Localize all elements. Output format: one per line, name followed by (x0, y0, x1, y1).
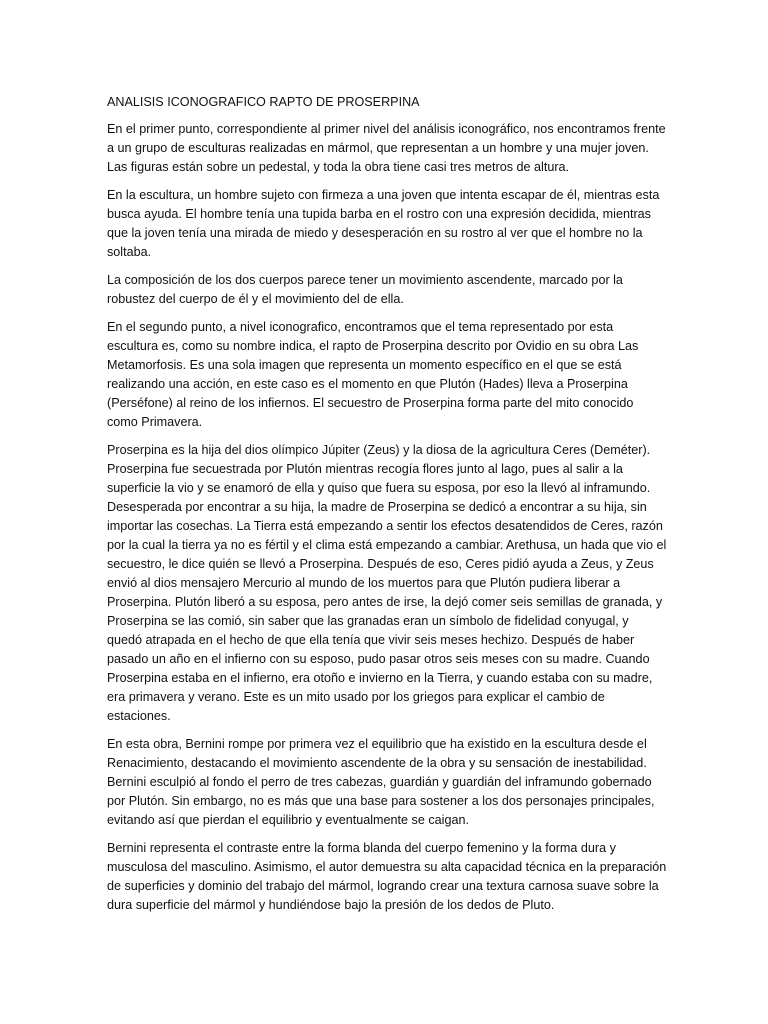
document-title: ANALISIS ICONOGRAFICO RAPTO DE PROSERPINA (107, 95, 420, 109)
paragraph-2: En la escultura, un hombre sujeto con firmeza a una joven que intenta escapar de él, mientras esta busca ayuda. El hombre tenía una tupida barba en el rostro con una expresión decidida, mientras que la joven tenía una mirada de miedo y desesperación en su rostro al ver que el hombre no la soltaba. (107, 188, 660, 259)
paragraph-6: En esta obra, Bernini rompe por primera vez el equilibrio que ha existido en la escultura desde el Renacimiento, destacando el movimiento ascendente de la obra y su sensación de inestabilidad. Bernini esculpió al fondo el perro de tres cabezas, guardián y guardián del inframundo gobernado por Plutón. Sin embargo, no es más que una base para sostener a los dos personajes principales, evitando así que pierdan el equilibrio y eventualmente se caigan. (107, 737, 655, 827)
paragraph-7: Bernini representa el contraste entre la forma blanda del cuerpo femenino y la forma dura y musculosa del masculino. Asimismo, el autor demuestra su alta capacidad técnica en la preparación de superficies y dominio del trabajo del mármol, logrando crear una textura carnosa suave sobre la dura superficie del mármol y hundiéndose bajo la presión de los dedos de Pluto. (107, 841, 667, 912)
paragraph-5: Proserpina es la hija del dios olímpico Júpiter (Zeus) y la diosa de la agricultura Ceres (Deméter). Proserpina fue secuestrada por Plutón mientras recogía flores junto al lago, pues al salir a la superficie la vio y se enamoró de ella y quiso que fuera su esposa, por eso la llevó al inframundo. Desesperada por encontrar a su hija, la madre de Proserpina se dedicó a encontrar a su hija, sin importar las cosechas. La Tierra está empezando a sentir los efectos desatendidos de Ceres, razón por la cual la tierra ya no es fértil y el clima está empezando a cambiar. Arethusa, un hada que vio el secuestro, le dice quién se llevó a Proserpina. Después de eso, Ceres pidió ayuda a Zeus, y Zeus envió al dios mensajero Mercurio al mundo de los muertos para que Plutón pudiera liberar a Proserpina. Plutón liberó a su esposa, pero antes de irse, la dejó comer seis semillas de granada, y Proserpina se las comió, sin saber que las granadas eran un símbolo de fidelidad conyugal, y quedó atrapada en el hecho de que ella tenía que vivir seis meses hechizo. Después de haber pasado un año en el infierno con su esposo, pudo pasar otros seis meses con su madre. Cuando Proserpina estaba en el infierno, era otoño e invierno en la Tierra, y cuando estaba con su madre, era primavera y verano. Este es un mito usado por los griegos para explicar el cambio de estaciones. (107, 443, 667, 723)
paragraph-4: En el segundo punto, a nivel iconografico, encontramos que el tema representado por esta escultura es, como su nombre indica, el rapto de Proserpina descrito por Ovidio en su obra Las Metamorfosis. Es una sola imagen que representa un momento específico en el que se está realizando una acción, en este caso es el momento en que Plutón (Hades) lleva a Proserpina (Perséfone) al reino de los infiernos. El secuestro de Proserpina forma parte del mito conocido como Primavera. (107, 320, 639, 429)
paragraph-3: La composición de los dos cuerpos parece tener un movimiento ascendente, marcado por la robustez del cuerpo de él y el movimiento del de ella. (107, 273, 623, 306)
paragraph-1: En el primer punto, correspondiente al primer nivel del análisis iconográfico, nos encontramos frente a un grupo de esculturas realizadas en mármol, que representan a un hombre y una mujer joven. Las figuras están sobre un pedestal, y toda la obra tiene casi tres metros de altura. (107, 122, 666, 174)
document-page (107, 93, 667, 924)
